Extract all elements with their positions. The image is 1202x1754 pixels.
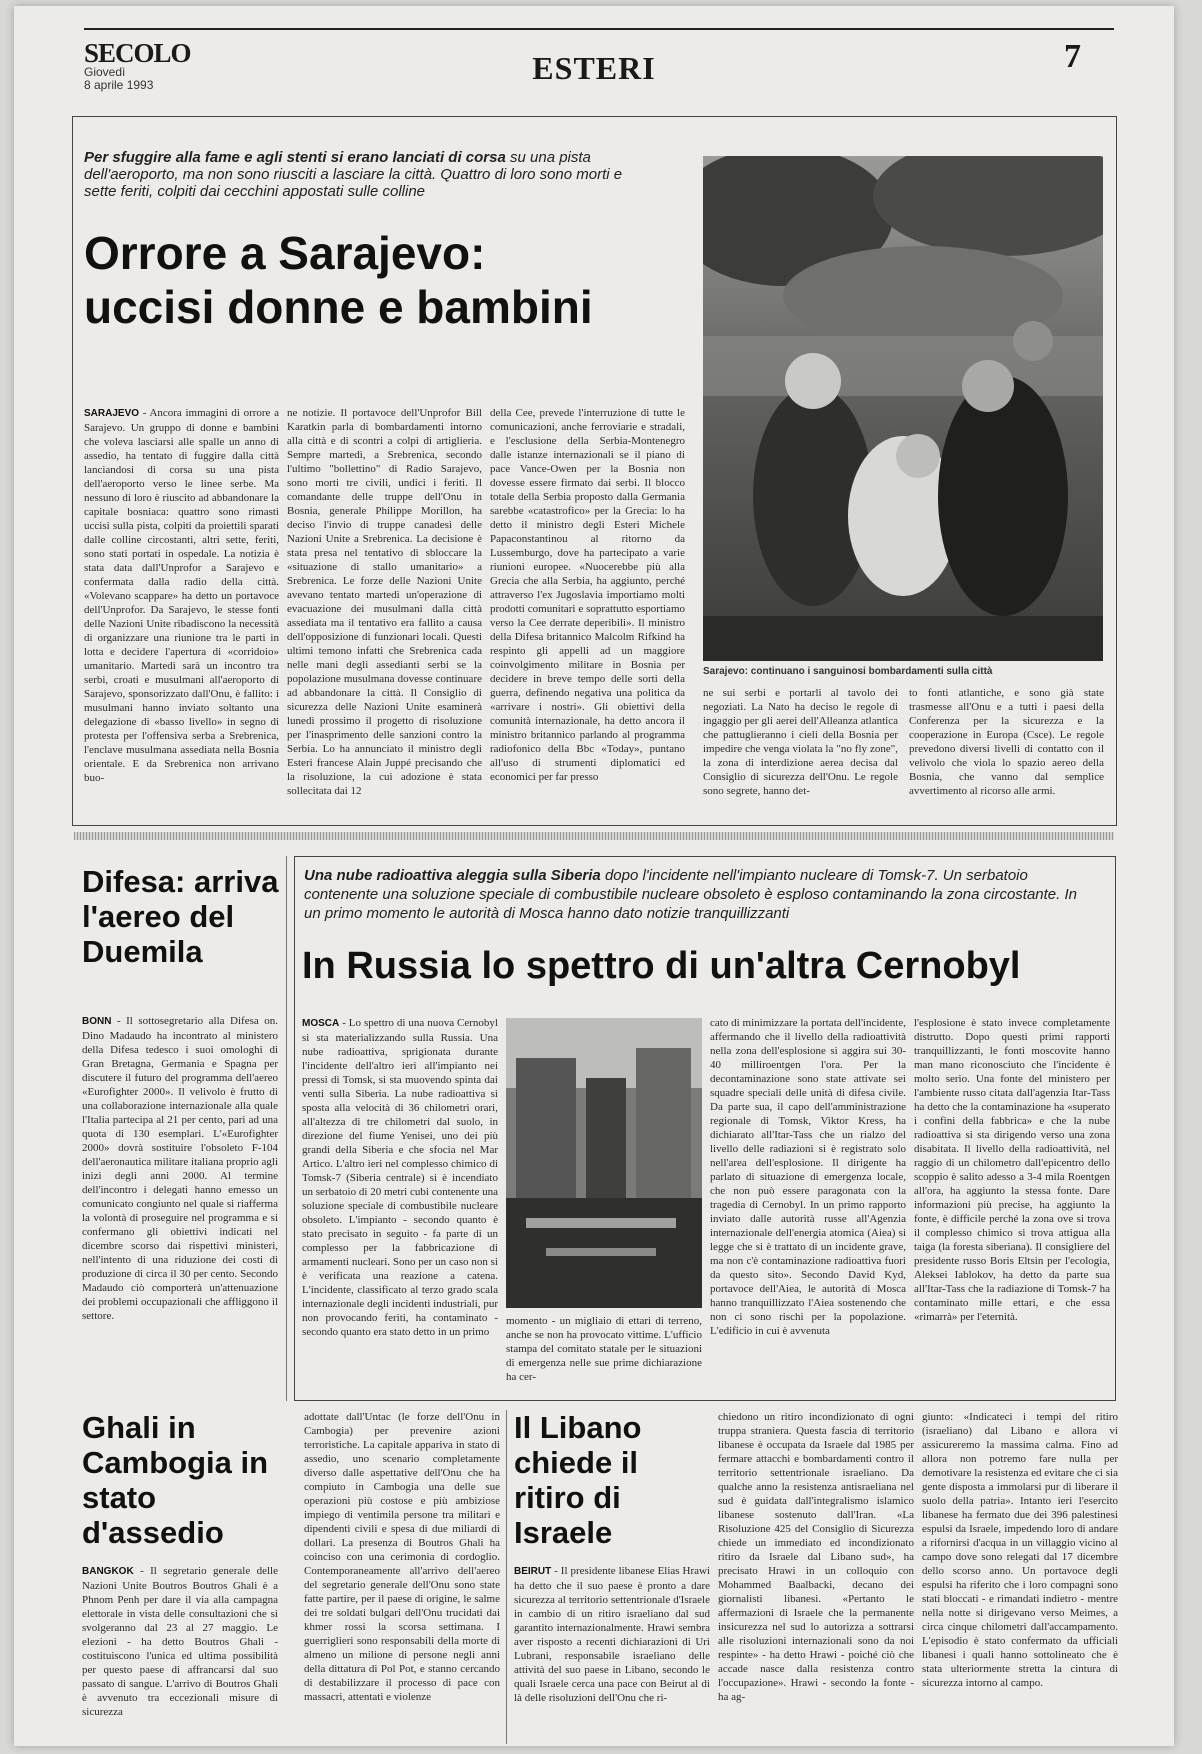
difesa-headline: Difesa: arriva l'aereo del Duemila xyxy=(82,864,279,969)
cernobyl-kicker-rest: dopo l'incidente nell'impianto nucleare di Tomsk-7. Un serbatoio contenente una soluzione speciale di combustibile nucleare obsoleto è esploso contaminando la zona circostante. In un primo momento le autorità di Mosca hanno dato notizie tranquillizzanti xyxy=(304,867,1077,922)
sarajevo-dateline: SARAJEVO xyxy=(84,408,140,419)
ghali-col-2: adottate dall'Untac (le forze dell'Onu in Cambogia) per prevenire azioni terroristiche. La capitale appariva in stato di assedio, uno scenario completamente diverso dalle aspettative dell'Onu che ha compiuto in Cambogia una delle sue operazioni più costose e più ambiziose impiego di ventimila persone tra militari e dipendenti civili e spesa di due miliardi di dollari. La presenza di Boutros Ghali ha coinciso con una cerimonia di cordoglio. Contemporaneamente all'arrivo dell'aereo del segretario generale dell'Onu sono state fatte partire, per il paese di origine, le salme dei tre soldati bulgari dell'Onu trucidati dai khmer rossi la scorsa settimana. I guerriglieri sono responsabili della morte di almeno un milione di persone negli anni della dittatura di Pol Pot, e stanno cercando di destabilizzare il processo di pace con massacri, attentati e violenze xyxy=(304,1411,500,1703)
sarajevo-col-1 xyxy=(84,406,279,821)
sarajevo-headline xyxy=(84,226,593,334)
sarajevo-photo-caption: Sarajevo: continuano i sanguinosi bombardamenti sulla città xyxy=(703,666,993,677)
column-divider-2 xyxy=(506,1410,507,1744)
ghali-col-1 xyxy=(82,1564,278,1744)
libano-col-1 xyxy=(514,1564,710,1744)
sarajevo-col-2: ne notizie. Il portavoce dell'Unprofor Bill Karatkin parla di bombardamenti intorno alla città e di scontri a colpi di artiglieria. Sempre martedì, a Srebrenica, secondo l'ultimo "bollettino" di Radio Sarajevo, sono morti tre civili, undici i feriti. Il comandante delle truppe dell'Onu in Bosnia, generale Philippe Morillon, ha deciso l'invio di truppe canadesi delle Nazioni Unite a Srebrenica. La decisione è stata presa nel tentativo di sbloccare la «situazione di stallo umanitario» a Srebrenica. Le forze delle Nazioni Unite avevano tentato martedì un'operazione di evacuazione dei musulmani dalla città assediata ma il tentativo era fallito a causa dell'opposizione di funzionari locali. Questi ultimi temono infatti che Srebrenica cada nelle mani degli assedianti serbi se la popolazione musulmana dovesse continuare ad abbandonare la città. Il Consiglio di sicurezza delle Nazioni Unite esaminerà lunedì prossimo il progetto di risoluzione per l'inasprimento delle sanzioni contro la Serbia. Lo ha annunciato il ministro degli Esteri francese Alain Juppé precisando che la risoluzione, la cui adozione è stata sollecitata dai 12 xyxy=(287,407,482,797)
tomsk-photo xyxy=(506,1018,702,1308)
difesa-body xyxy=(82,1014,278,1394)
issue-date-text: 8 aprile 1993 xyxy=(84,78,154,92)
difesa-body-text: - Il sottosegretario alla Difesa on. Dino Madaudo ha incontrato al ministero della Difesa tedesco i suoi omologhi di Gran Bretagna, Germania e Spagna per discutere il futuro del programma dell'aereo «Eurofighter 2000». Il velivolo è frutto di una collaborazione internazionale alla quale l'Italia partecipa al 21 per cento, pari ad una quota di 130 esemplari. L'«Eurofighter 2000» dovrà sostituire l'obsoleto F-104 dell'aeronautica militare italiana proprio agli inizi degli anni 2000. Al termine dell'incontro i delegati hanno emesso un comunicato congiunto nel quale si riafferma la volontà di proseguire nel programma e si confermano gli obiettivi indicati nel dicembre scorso dai rispettivi ministeri, nell'intento di una riduzione dei costi di produzione di circa il 30 per cento. Secondo Madaudo ciò comporterà un'attenuazione dei problemi occupazionali che affliggono il settore. xyxy=(82,1015,278,1322)
libano-col-3: giunto: «Indicateci i tempi del ritiro (israeliano) dal Libano e allora vi assicureremo la massima calma. Fino ad allora non potremo fare nulla per demotivare la resistenza ed evitare che ci sia gente disposta a immolarsi pur di liberare il suolo della patria». Intanto ieri l'esercito libanese ha fermato due dei 396 palestinesi espulsi da Israele, impedendo loro di andare a rifornirsi d'acqua in un villaggio vicino al campo dove sono relegati dal 17 dicembre dello scorso anno. Un portavoce degli espulsi ha riferito che i loro compagni sono stati bloccati - e rimandati indietro - mentre nella notte si dirigevano verso Meimes, a circa cinque chilometri dall'accampamento. L'episodio è stato confermato da ufficiali libanesi i quali hanno sottolineato che è stata ulteriormente stretta la cintura di sicurezza intorno al campo. xyxy=(922,1411,1118,1689)
cernobyl-col-1 xyxy=(302,1016,498,1396)
issue-date xyxy=(84,66,153,92)
page-number: 7 xyxy=(1064,38,1081,75)
sarajevo-photo-image xyxy=(703,156,1103,661)
sarajevo-headline-line2: uccisi donne e bambini xyxy=(84,281,593,333)
sarajevo-kicker-rest: su una pista dell'aeroporto, ma non sono riusciti a lasciare la città. Quattro di loro sono morti e sette feriti, colpiti dai cecchini appostati sulle colline xyxy=(84,149,623,200)
sarajevo-kicker xyxy=(84,149,654,200)
sarajevo-col-3: della Cee, prevede l'interruzione di tutte le comunicazioni, anche ferroviarie e stradali, e l'esclusione della Serbia-Montenegro dalle istanze internazionali se il piano di pace Vance-Owen per la Bosnia non dovesse essere firmato dai serbi. Il blocco totale della Serbia proposto dalla Germania sarebbe «catastrofico» per la Grecia: lo ha detto il ministro degli Esteri Michele Papaconstantinou al ritorno da Lussemburgo, dove ha partecipato a varie riunioni europee. «Nuocerebbe più alla Grecia che alla Serbia, ha aggiunto, perché attraverso l'ex Jugoslavia importiamo molti prodotti comunitari e soprattutto esportiamo verso la Cee derrate deperibili». Il ministro della Difesa britannico Malcolm Rifkind ha respinto gli appelli ad un maggiore coinvolgimento militare in Bosnia per decidere in breve tempo delle sorti della guerra, definendo negativa una politica da «arrivare i nostri». Gli obiettivi della comunità internazionale, ha detto ancora il ministro britannico parlando al programma radiofonico della Bbc «Today», puntano all'uso di strumenti diplomatici ed economici per far presso xyxy=(490,407,685,783)
sarajevo-kicker-bold: Per sfuggire alla fame e agli stenti si erano lanciati di corsa xyxy=(84,149,506,166)
cernobyl-col-1-text: - Lo spettro di una nuova Cernobyl si sta materializzando sulla Russia. Una nube radioattiva, sprigionata durante l'incidente dell'altro ieri all'impianto nei pressi di Tomsk, si sta muovendo spinta dai venti sulla Siberia. La nube radioattiva si sposta alla velocità di 36 chilometri orari, all'altezza di tre chilometri dal suolo, in direzione del fiume Yenisei, uno dei più grandi della Siberia e che sfocia nel Mar Artico. L'altro ieri nel complesso chimico di Tomsk-7 (Siberia centrale) si è incendiato un serbatoio di 20 metri cubi contenente una soluzione speciale di combustibile nucleare obsoleto. L'impianto - secondo quanto è stato precisato in seguito - fa parte di un complesso per la fabbricazione di armamenti nucleari. Sono per un caso non si è verificata una reazione a catena. L'incidente, classificato al terzo grado scala internazionale degli incidenti industriali, pur non provocando feriti, ha contaminato - secondo quanto era stato detto in un primo xyxy=(302,1017,498,1338)
section-divider xyxy=(74,832,1114,840)
ghali-headline: Ghali in Cambogia in stato d'assedio xyxy=(82,1410,269,1550)
cernobyl-kicker-bold: Una nube radioattiva aleggia sulla Siberia xyxy=(304,867,601,884)
newspaper-page xyxy=(14,6,1174,1746)
column-divider xyxy=(286,856,287,1401)
ghali-col-1-text: - Il segretario generale delle Nazioni Unite Boutros Boutros Ghali è a Phnom Penh per dare il via alla campagna elettorale in vista delle consultazioni che si svolgeranno dal 23 al 27 maggio. Le elezioni - ha detto Boutros Ghali - costituiscono l'unica ed ultima possibilità per questo paese di affrancarsi dal suo passato di sangue. L'arrivo di Boutros Ghali è avvenuto tra eccezionali misure di sicurezza xyxy=(82,1565,278,1718)
newspaper-logo: SECOLO xyxy=(84,38,191,68)
libano-col-2: chiedono un ritiro incondizionato di ogni truppa straniera. Questa fascia di territorio libanese è occupata da Israele dal 1985 per fermare attacchi e bombardamenti contro il territorio settentrionale israeliano. Da qualche anno la resistenza antisraeliana nel sud è guidata dall'integralismo islamico libanese sostenuto dall'Iran. «La Risoluzione 425 del Consiglio di Sicurezza chiede un immediato ed incondizionato ritiro da Israele dal Libano sud», ha precisato Hrawi in un colloquio con Mohammed Baalbacki, decano dei giornalisti libanesi. «Pertanto le affermazioni di Israele che la permanente insicurezza nel sud lo autorizza a sottrarsi alle risoluzioni internazionali sono da noi respinte» - ha detto Hrawi - poiché ciò che accade nasce dalla resistenza contro l'occupazione». Hrawi - secondo la fonte - ha ag- xyxy=(718,1411,914,1703)
section-title: ESTERI xyxy=(532,50,656,86)
tomsk-photo-image xyxy=(506,1018,702,1308)
sarajevo-col-5: to fonti atlantiche, e sono già state trasmesse all'Onu e a tutti i paesi della Conferenza per la sicurezza e la cooperazione in Europa (Csce). Le regole prevedono diversi livelli di contatto con il velivolo che viola lo spazio aereo della Bosnia, che vanno dal semplice avvertimento al ricorso alle armi. xyxy=(909,687,1104,797)
libano-headline: Il Libano chiede il ritiro di Israele xyxy=(514,1410,642,1550)
sarajevo-col-4: ne sui serbi e portarli al tavolo dei negoziati. La Nato ha deciso le regole di ingaggio per gli aerei dell'Alleanza atlantica che pattuglieranno i cieli della Bosnia per impedire che venga violata la "no fly zone", la zona di interdizione aerea decisa dal Consiglio di sicurezza dell'Onu. Le regole sono segrete, hanno det- xyxy=(703,687,898,797)
sarajevo-photo xyxy=(703,156,1103,661)
cernobyl-headline: In Russia lo spettro di un'altra Cernobyl xyxy=(302,945,1021,987)
ghali-dateline: BANGKOK xyxy=(82,1566,134,1577)
cernobyl-col-2: momento - un migliaio di ettari di terreno, anche se non ha provocato vittime. L'ufficio stampa del comitato statale per le situazioni di emergenza nelle sue prime dichiarazione ha cer- xyxy=(506,1315,702,1383)
cernobyl-col-4: l'esplosione è stato invece completamente distrutto. Dopo questi primi rapporti tranquillizzanti, le fonti moscovite hanno man mano riconosciuto che l'incidente è molto serio. Una fonte del ministero per l'ambiente russo citata dall'agenzia Itar-Tass ha detto che la contaminazione ha «superato i confini della fabbrica» e che la nube radioattiva si sta dirigendo verso una zona disabitata. Il livello della radioattività, nel raggio di un chilometro dall'epicentro dello scoppio è salito adesso a 3-4 mila Roentgen all'ora, ha aggiunto la stessa fonte. Dare informazioni più precise, ha aggiunto la fonte, è difficile perché la zona ove si trova il complesso chimico si trova attigua alla taiga (la foresta siberiana). Il consigliere del presidente russo Boris Eltsin per l'ecologia, Aleksei Iablokov, ha detto da parte sua all'Itar-Tass che la radiazione di Tomsk-7 ha contaminato mille ettari, e che essa «rimarrà» per l'eternità. xyxy=(914,1017,1110,1323)
cernobyl-col-3: cato di minimizzare la portata dell'incidente, affermando che il livello della radioattività nella zona dell'esplosione si aggira sui 30-40 milliroentgen l'ora. Per la decontaminazione sono state attivate sei squadre speciali delle unità di difesa civile. Da parte sua, il capo dell'amministrazione regionale di Tomsk, Viktor Kress, ha dichiarato all'Itar-Tass che un rialzo del livello delle radiazioni si è registrato solo nell'area dell'esplosione. Il dirigente ha parlato di situazione di emergenza locale, che non può essere paragonata con la tragedia di Cernobyl. In un primo rapporto inviato dalle autorità russe all'Agenzia internazionale dell'energia atomica (Aiea) si legge che si è trattato di un incidente grave, ma non c'è contaminazione radioattiva fuori da questo sito». Secondo David Kyd, portavoce dell'Aiea, le autorità di Mosca hanno tranquillizzato l'Aiea sostenendo che non ci sono rischi per la popolazione. L'edificio in cui è avvenuta xyxy=(710,1017,906,1337)
libano-col-1-text: - Il presidente libanese Elias Hrawi ha detto che il suo paese è pronto a dare sicurezza al territorio settentrionale d'Israele in cambio di un ritiro israeliano dal sud garantito internazionalmente. Hrawi sembra aver risposto a recenti dichiarazioni di Uri Lubrani, responsabile israeliano delle attività del suo paese in Libano, secondo le quali Israele cerca una pace con Beirut al di là delle risoluzioni dell'Onu che ri- xyxy=(514,1565,710,1704)
cernobyl-kicker xyxy=(304,866,1084,923)
header-rule xyxy=(84,28,1114,30)
issue-day: Giovedì xyxy=(84,65,126,79)
difesa-dateline: BONN xyxy=(82,1016,112,1027)
libano-dateline: BEIRUT xyxy=(514,1566,552,1577)
sarajevo-headline-line1: Orrore a Sarajevo: xyxy=(84,227,486,279)
sarajevo-col-1-text: - Ancora immagini di orrore a Sarajevo. Un gruppo di donne e bambini che voleva lasciarsi alle spalle un anno di assedio, ha tentato di fuggire dalla città lanciandosi di corsa su una pista dell'aeroporto verso le linee serbe. Ma nessuno di loro è riuscito ad abbandonare la capitale bosniaca: quattro sono rimasti uccisi sulla pista, colpiti da proiettili sparati dalle colline circostanti, altri sette, feriti, sono stati portati in ospedale. La notizia è stata data dall'Unprofor a Sarajevo e confermata dalla radio della città. «Volevano scappare» ha detto un portavoce dell'Unprofor. Da Sarajevo, le stesse fonti delle Nazioni Unite ribadiscono la necessità di organizzare una riunione tra le parti in lotta e decidere l'apertura di «corridoio» umanitario. Martedì sarà un incontro tra serbi, croati e musulmani all'aeroporto di Sarajevo, sponsorizzato dall'Onu, è fallito: i musulmani hanno inviato soltanto una delegazione di «basso livello» in segno di protesta per l'offensiva serba a Srebrenica, l'enclave musulmana assediata nella Bosnia orientale. E da Srebrenica non arrivano buo- xyxy=(84,407,279,784)
cernobyl-dateline: MOSCA xyxy=(302,1018,340,1029)
